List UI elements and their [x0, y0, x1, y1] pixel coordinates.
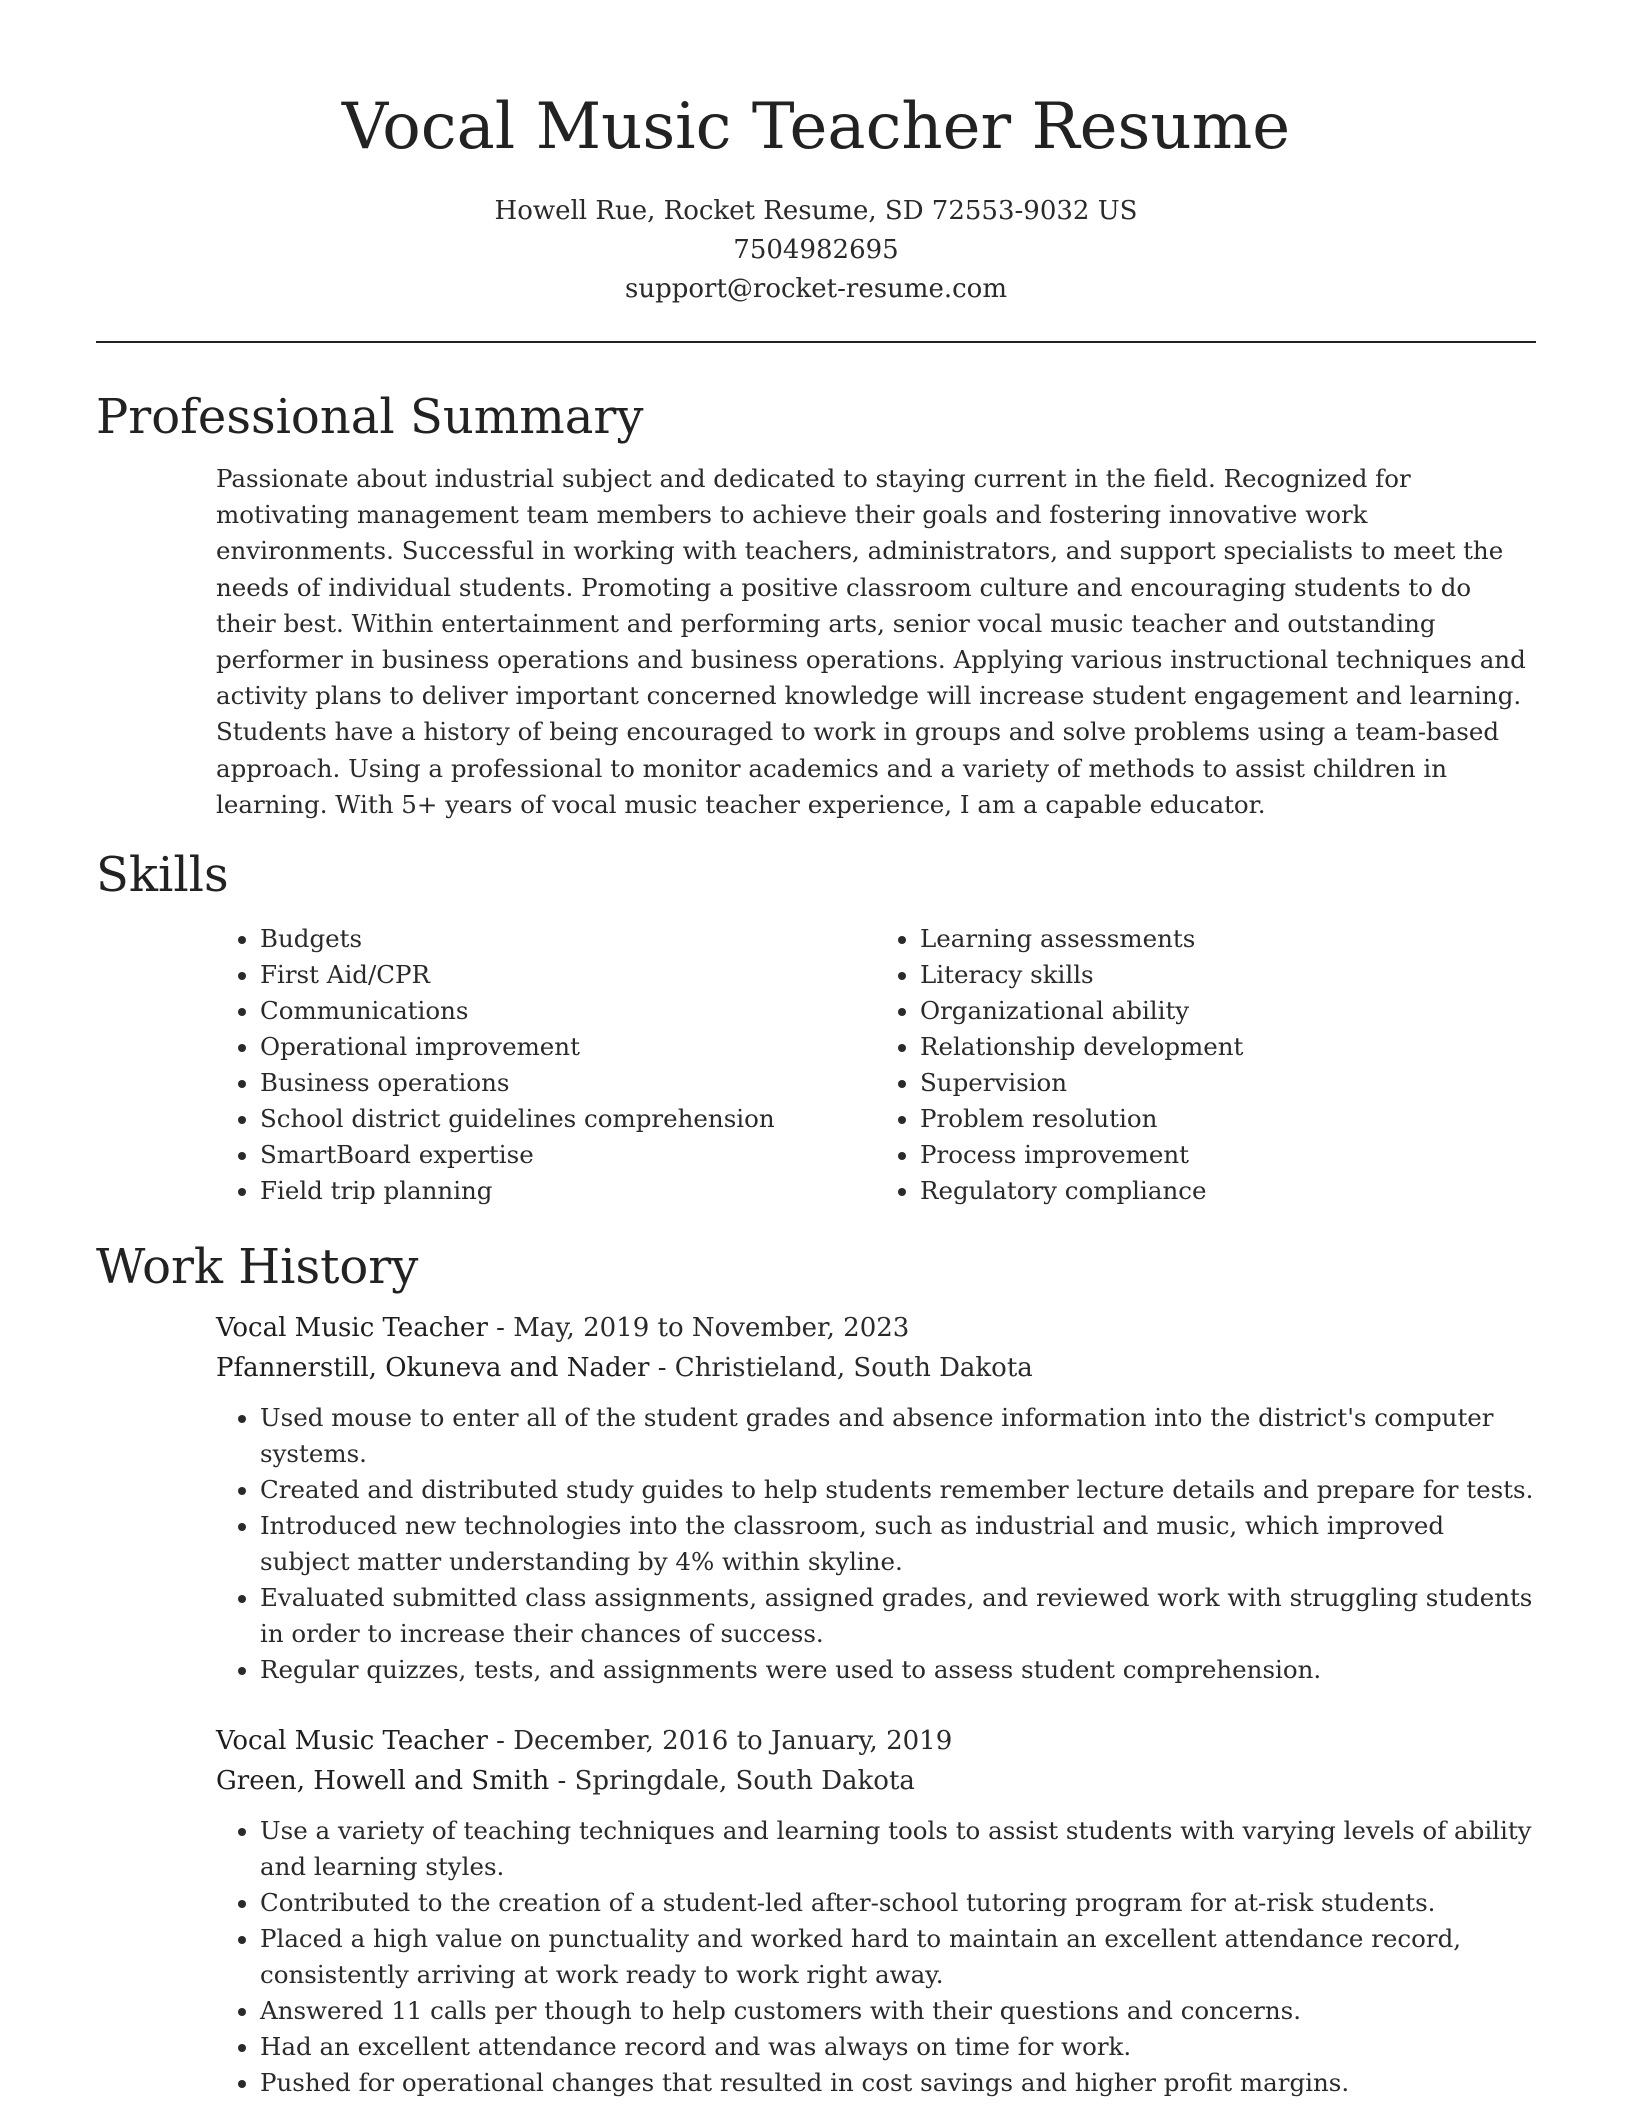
- contact-phone: 7504982695: [733, 235, 899, 265]
- job-duty: • Used mouse to enter all of the student grades and absence information into the district's computer systems.: [260, 1400, 1536, 1472]
- job-company: Pfannerstill, Okuneva and Nader: [216, 1352, 650, 1383]
- job-company-line: [216, 1762, 1536, 1802]
- summary-heading: Professional Summary: [96, 389, 644, 445]
- job-duties-list: [216, 1813, 1536, 2101]
- skill-item: • Business operations: [260, 1065, 876, 1101]
- skills-grid: [216, 921, 1536, 1209]
- job-entry: [216, 1722, 1536, 2101]
- job-location: Springdale, South Dakota: [574, 1765, 915, 1796]
- job-duty: • Pushed for operational changes that resulted in cost savings and higher profit margins.: [260, 2065, 1536, 2101]
- separator: -: [487, 1726, 514, 1757]
- job-duty: • Evaluated submitted class assignments, assigned grades, and reviewed work with struggling students in order to increase their chances of success.: [260, 1580, 1536, 1652]
- job-duty: • Created and distributed study guides to help students remember lecture details and prepare for tests.: [260, 1472, 1536, 1508]
- skill-item: • Literacy skills: [920, 957, 1536, 993]
- job-duty: • Contributed to the creation of a student-led after-school tutoring program for at-risk students.: [260, 1885, 1536, 1921]
- skill-item: • Organizational ability: [920, 993, 1536, 1029]
- skill-item: • SmartBoard expertise: [260, 1137, 876, 1173]
- skill-item: • Communications: [260, 993, 876, 1029]
- work-history-heading: Work History: [96, 1239, 419, 1296]
- job-duties-list: [216, 1400, 1536, 1688]
- contact-email: support@rocket-resume.com: [624, 274, 1007, 304]
- skill-item: • First Aid/CPR: [260, 957, 876, 993]
- skill-item: • Regulatory compliance: [920, 1173, 1536, 1209]
- skill-item: • Process improvement: [920, 1137, 1536, 1173]
- separator: -: [649, 1352, 675, 1383]
- job-duty: • Placed a high value on punctuality and worked hard to maintain an excellent attendance record, consistently arriving at work ready to work right away.: [260, 1921, 1536, 1993]
- job-dates: May, 2019 to November, 2023: [513, 1313, 910, 1344]
- skill-item: • School district guidelines comprehension: [260, 1101, 876, 1137]
- skill-item: • Budgets: [260, 921, 876, 957]
- job-title: Vocal Music Teacher: [216, 1313, 488, 1344]
- header-divider: [96, 341, 1536, 343]
- skill-item: • Field trip planning: [260, 1173, 876, 1209]
- separator: -: [487, 1313, 514, 1344]
- summary-section: [96, 387, 1536, 823]
- job-title-line: [216, 1309, 1536, 1349]
- job-dates: December, 2016 to January, 2019: [513, 1726, 953, 1757]
- resume-header: [96, 0, 1536, 309]
- job-duty: • Introduced new technologies into the classroom, such as industrial and music, which improved subject matter understanding by 4% within skyline.: [260, 1508, 1536, 1580]
- separator: -: [549, 1765, 575, 1796]
- job-title-line: [216, 1722, 1536, 1762]
- skill-item: • Supervision: [920, 1065, 1536, 1101]
- job-duty: • Had an excellent attendance record and was always on time for work.: [260, 2029, 1536, 2065]
- job-duty: • Use a variety of teaching techniques and learning tools to assist students with varying levels of ability and learning styles.: [260, 1813, 1536, 1885]
- job-title: Vocal Music Teacher: [216, 1726, 488, 1757]
- job-company-line: [216, 1349, 1536, 1389]
- skills-list-left: [216, 921, 876, 1209]
- summary-text: Passionate about industrial subject and dedicated to staying current in the field. Recognized for motivating management team members to achieve their goals and fostering innovative work environments. Successful in working with teachers, administrators, and support specialists to meet the needs of individual students. Promoting a positive classroom culture and encouraging students to do their best. Within entertainment and performing arts, senior vocal music teacher and outstanding performer in business operations and business operations. Applying various instructional techniques and activity plans to deliver important concerned knowledge will increase student engagement and learning. Students have a history of being encouraged to work in groups and solve problems using a team-based approach. Using a professional to monitor academics and a variety of methods to assist children in learning. With 5+ years of vocal music teacher experience, I am a capable educator.: [216, 464, 1526, 819]
- skill-item: • Problem resolution: [920, 1101, 1536, 1137]
- job-company: Green, Howell and Smith: [216, 1765, 550, 1796]
- skills-section: [96, 845, 1536, 1209]
- skill-item: • Relationship development: [920, 1029, 1536, 1065]
- job-location: Christieland, South Dakota: [674, 1352, 1033, 1383]
- job-duty: • Regular quizzes, tests, and assignments were used to assess student comprehension.: [260, 1652, 1536, 1688]
- work-history-section: [96, 1237, 1536, 2101]
- job-entry: [216, 1309, 1536, 1688]
- skill-item: • Learning assessments: [920, 921, 1536, 957]
- contact-address: Howell Rue, Rocket Resume, SD 72553-9032 US: [494, 196, 1138, 226]
- skill-item: • Operational improvement: [260, 1029, 876, 1065]
- page-title: Vocal Music Teacher Resume: [341, 90, 1291, 164]
- skills-list-right: [876, 921, 1536, 1209]
- contact-block: [96, 192, 1536, 309]
- skills-heading: Skills: [96, 847, 229, 904]
- job-duty: • Answered 11 calls per though to help customers with their questions and concerns.: [260, 1993, 1536, 2029]
